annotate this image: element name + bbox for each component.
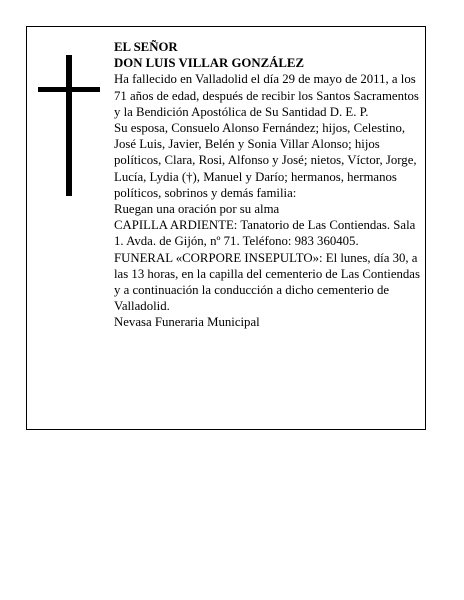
deceased-name: DON LUIS VILLAR GONZÁLEZ: [114, 56, 304, 71]
cross-vertical-bar: [66, 55, 72, 196]
prayer-line: Ruegan una oración por su alma: [114, 202, 280, 217]
death-paragraph: Ha fallecido en Valladolid el día 29 de mayo de 2011, a los 71 años de edad, después de recibir los Santos Sacramentos y la Bendición Apostólica de Su Santidad D. E. P.: [114, 72, 419, 119]
chapel-paragraph: CAPILLA ARDIENTE: Tanatorio de Las Contiendas. Sala 1. Avda. de Gijón, nº 71. Teléfono: 983 360405.: [114, 218, 416, 249]
obituary-text: [114, 39, 424, 331]
funeral-paragraph: FUNERAL «CORPORE INSEPULTO»: El lunes, día 30, a las 13 horas, en la capilla del cementerio de Las Contiendas y a continuación la conducción a dicho cementerio de Valladolid.: [114, 250, 420, 314]
cross-horizontal-bar: [38, 87, 100, 92]
funeral-home: Nevasa Funeraria Municipal: [114, 315, 260, 330]
title-line-1: EL SEÑOR: [114, 40, 178, 54]
family-paragraph: Su esposa, Consuelo Alonso Fernández; hijos, Celestino, José Luis, Javier, Belén y Sonia Villar Alonso; hijos políticos, Clara, Rosi, Alfonso y José; nietos, Víctor, Jorge, Lucía, Lydia (†), Manuel y Darío; hermanos, hermanos políticos, sobrinos y demás familia:: [114, 121, 417, 200]
